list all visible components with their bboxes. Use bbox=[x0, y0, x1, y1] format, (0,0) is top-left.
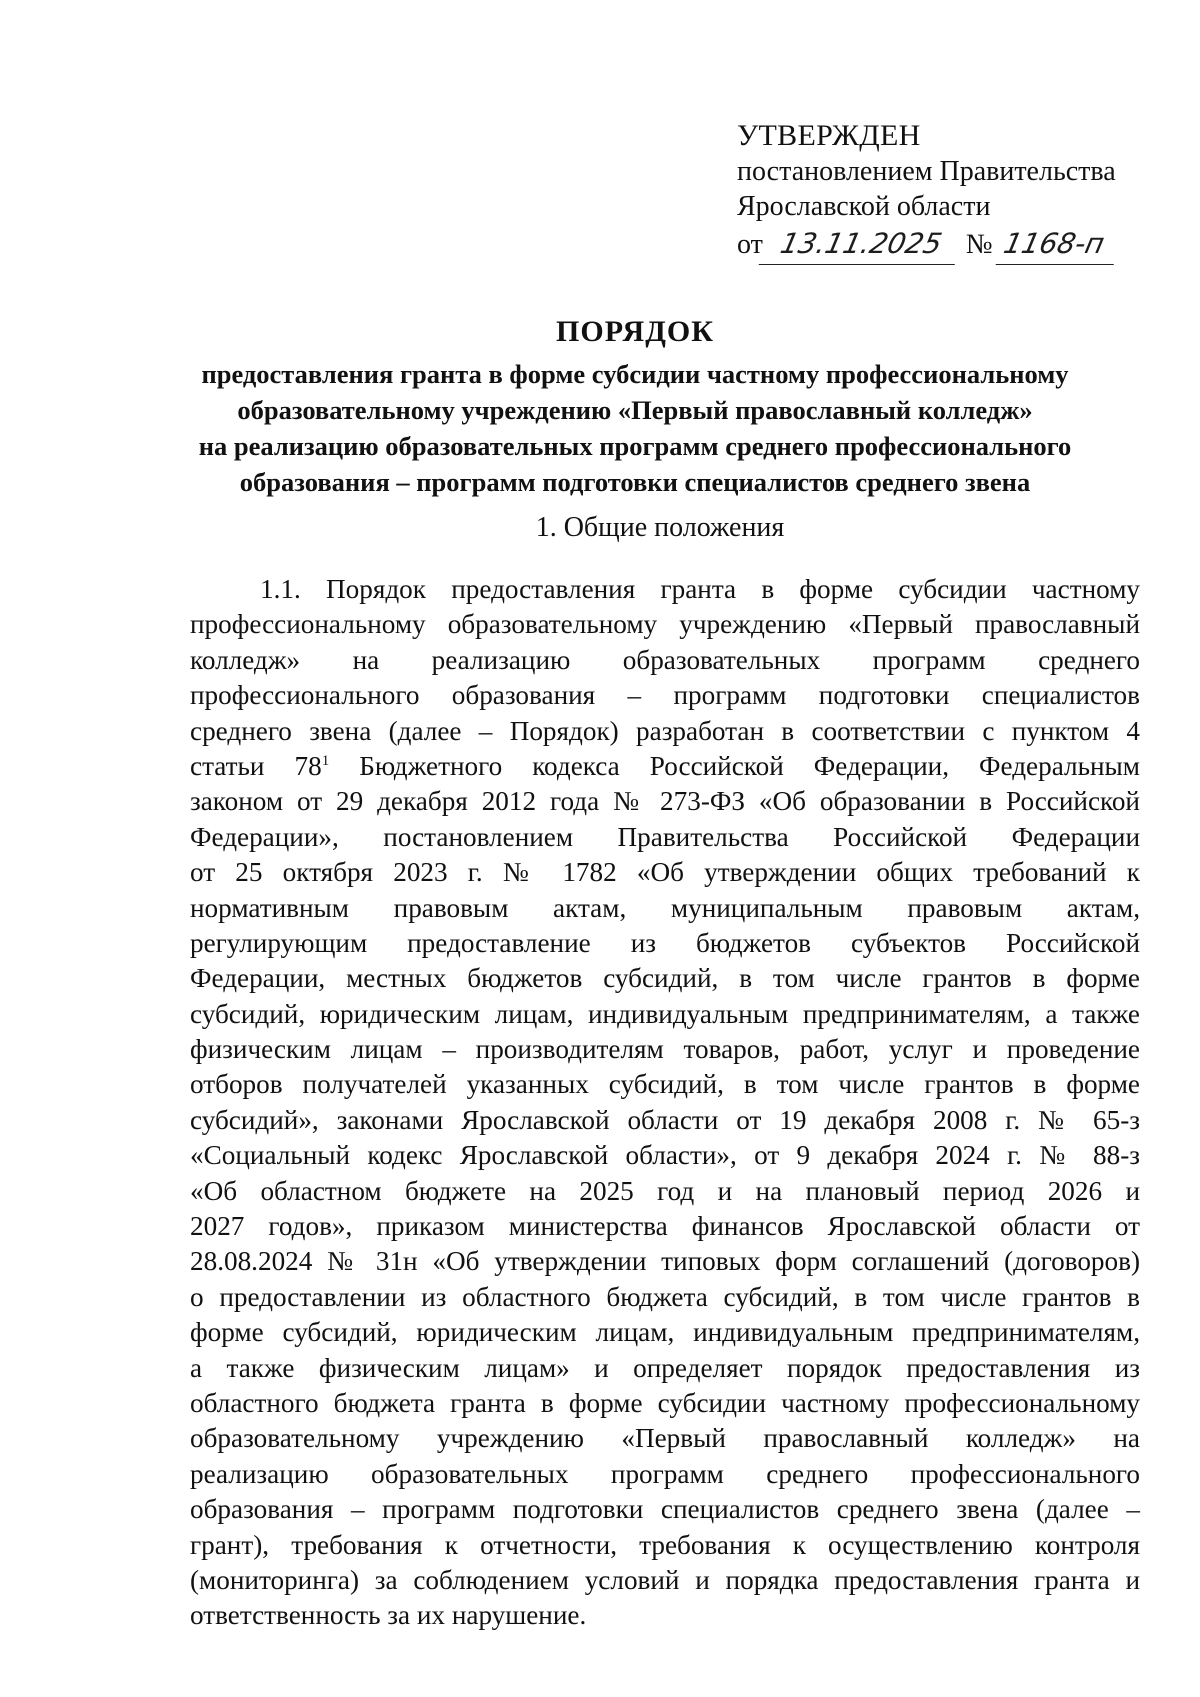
paragraph-1-1 bbox=[190, 572, 1140, 1634]
paragraph-line: ответственность за их нарушение. bbox=[190, 1600, 587, 1631]
number-prefix: № bbox=[965, 229, 993, 260]
paragraph-line: среднего звена (далее – Порядок) разработан в соответствии с пунктом 4 bbox=[190, 715, 1140, 746]
approval-line-1: постановлением Правительства bbox=[737, 156, 1116, 187]
paragraph-line: грант), требования к отчетности, требования к осуществлению контроля bbox=[190, 1529, 1140, 1560]
paragraph-line: законом от 29 декабря 2012 года № 273-ФЗ «Об образовании в Российской bbox=[190, 786, 1140, 817]
handwritten-date: 13.11.2025 bbox=[759, 224, 964, 265]
approval-block bbox=[737, 118, 1177, 265]
title-line: образовательному учреждению «Первый православный колледж» bbox=[237, 395, 1033, 425]
paragraph-line: «Об областном бюджете на 2025 год и на плановый период 2026 и bbox=[190, 1175, 1140, 1206]
paragraph-line: профессиональному образовательному учреждению «Первый православный bbox=[190, 609, 1140, 640]
title-line: образования – программ подготовки специалистов среднего звена bbox=[239, 467, 1031, 497]
paragraph-line: профессионального образования – программ подготовки специалистов bbox=[190, 680, 1140, 711]
paragraph-line: реализацию образовательных программ среднего профессионального bbox=[190, 1458, 1140, 1489]
handwritten-number: 1168-п bbox=[995, 224, 1122, 265]
paragraph-line: о предоставлении из областного бюджета субсидий, в том числе грантов в bbox=[190, 1281, 1140, 1312]
title-line: на реализацию образовательных программ среднего профессионального bbox=[198, 431, 1072, 461]
paragraph-line: форме субсидий, юридическим лицам, индивидуальным предпринимателям, bbox=[190, 1317, 1140, 1348]
paragraph-line: Федерации», постановлением Правительства Российской Федерации bbox=[190, 821, 1140, 852]
paragraph-line: а также физическим лицам» и определяет порядок предоставления из bbox=[190, 1352, 1140, 1383]
paragraph-line: образовательному учреждению «Первый православный колледж» на bbox=[190, 1423, 1140, 1454]
paragraph-line bbox=[190, 749, 1140, 784]
approval-heading: УТВЕРЖДЕН bbox=[737, 119, 921, 152]
paragraph-line: регулирующим предоставление из бюджетов субъектов Российской bbox=[190, 927, 1140, 958]
superscript: 1 bbox=[321, 752, 330, 769]
paragraph-line: субсидий», законами Ярославской области от 19 декабря 2008 г. № 65-з bbox=[190, 1104, 1140, 1135]
date-prefix: от bbox=[737, 229, 763, 260]
line-text: Бюджетного кодекса Российской Федерации, Федеральным bbox=[329, 750, 1140, 781]
document-title: ПОРЯДОК bbox=[556, 315, 714, 348]
paragraph-line: 1.1. Порядок предоставления гранта в форме субсидии частному bbox=[260, 574, 1140, 604]
paragraph-line: отборов получателей указанных субсидий, в том числе грантов в форме bbox=[190, 1069, 1140, 1100]
paragraph-line: нормативным правовым актам, муниципальным правовым актам, bbox=[190, 892, 1140, 923]
paragraph-line: субсидий, юридическим лицам, индивидуальным предпринимателям, а также bbox=[190, 998, 1140, 1029]
paragraph-line: областного бюджета гранта в форме субсидии частному профессиональному bbox=[190, 1387, 1140, 1418]
paragraph-line: 28.08.2024 № 31н «Об утверждении типовых форм соглашений (договоров) bbox=[190, 1246, 1140, 1277]
paragraph-line: образования – программ подготовки специалистов среднего звена (далее – bbox=[190, 1494, 1140, 1525]
title-line: предоставления гранта в форме субсидии частному профессиональному bbox=[201, 359, 1069, 389]
paragraph-line: Федерации, местных бюджетов субсидий, в том числе грантов в форме bbox=[190, 963, 1140, 994]
document-title-block bbox=[150, 312, 1120, 500]
paragraph-line: «Социальный кодекс Ярославской области», от 9 декабря 2024 г. № 88-з bbox=[190, 1140, 1140, 1171]
section-heading: 1. Общие положения bbox=[535, 512, 785, 543]
approval-date-number-line bbox=[737, 224, 1177, 265]
paragraph-line: (мониторинга) за соблюдением условий и порядка предоставления гранта и bbox=[190, 1564, 1140, 1595]
paragraph-line: физическим лицам – производителям товаров, работ, услуг и проведение bbox=[190, 1034, 1140, 1065]
paragraph-line: от 25 октября 2023 г. № 1782 «Об утверждении общих требований к bbox=[190, 857, 1140, 888]
paragraph-line: 2027 годов», приказом министерства финансов Ярославской области от bbox=[190, 1211, 1140, 1242]
approval-line-2: Ярославской области bbox=[737, 191, 991, 222]
paragraph-line: колледж» на реализацию образовательных программ среднего bbox=[190, 644, 1140, 675]
line-text: статьи 78 bbox=[190, 750, 322, 781]
